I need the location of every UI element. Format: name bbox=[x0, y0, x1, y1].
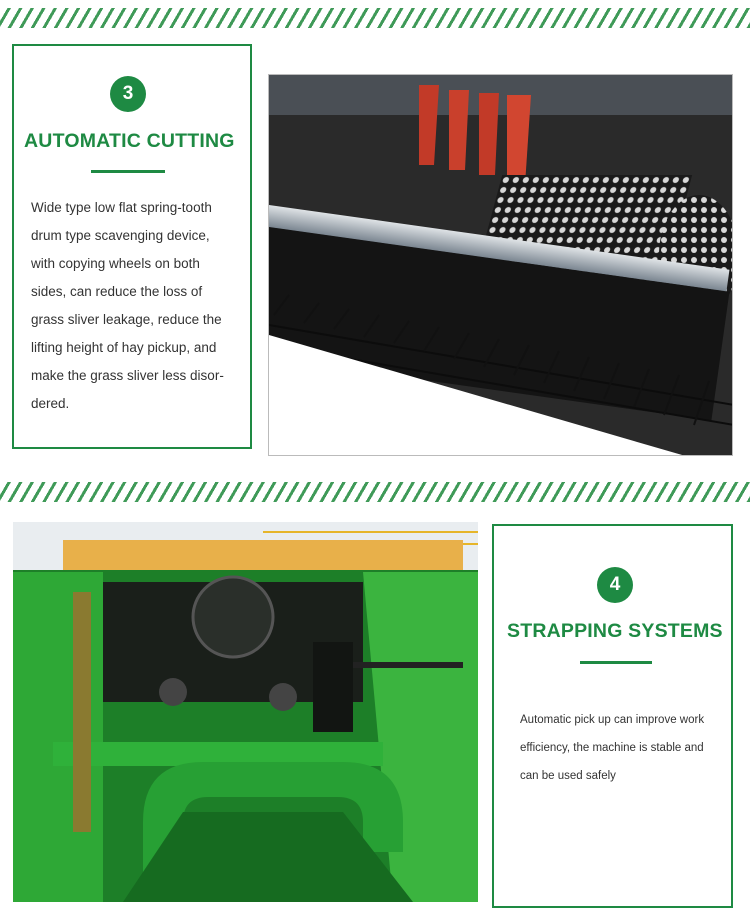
baler-strapping-mechanism-photo bbox=[13, 522, 478, 902]
title-underline bbox=[91, 170, 165, 173]
feature-description: Automatic pick up can improve work efficiency, the machine is stable and can be used safely bbox=[520, 714, 705, 782]
feature-card-automatic-cutting bbox=[12, 44, 252, 449]
feature-title: AUTOMATIC CUTTING bbox=[24, 130, 235, 152]
feature-card-strapping-systems bbox=[492, 524, 733, 908]
middle-stripe-divider bbox=[0, 482, 750, 502]
feature-title: STRAPPING SYSTEMS bbox=[507, 620, 723, 642]
top-stripe-divider bbox=[0, 8, 750, 28]
step-number-badge: 4 bbox=[597, 567, 633, 603]
step-number-badge: 3 bbox=[110, 76, 146, 112]
feature-description: Wide type low flat spring-tooth drum type scavenging device, with copying wheels on both sides, can reduce the loss of grass sliver leakage, reduce the lifting height of hay pickup, and make the grass sliver less disor-dered. bbox=[31, 200, 224, 411]
hay-pickup-drum-photo bbox=[268, 74, 733, 456]
title-underline bbox=[580, 661, 652, 664]
